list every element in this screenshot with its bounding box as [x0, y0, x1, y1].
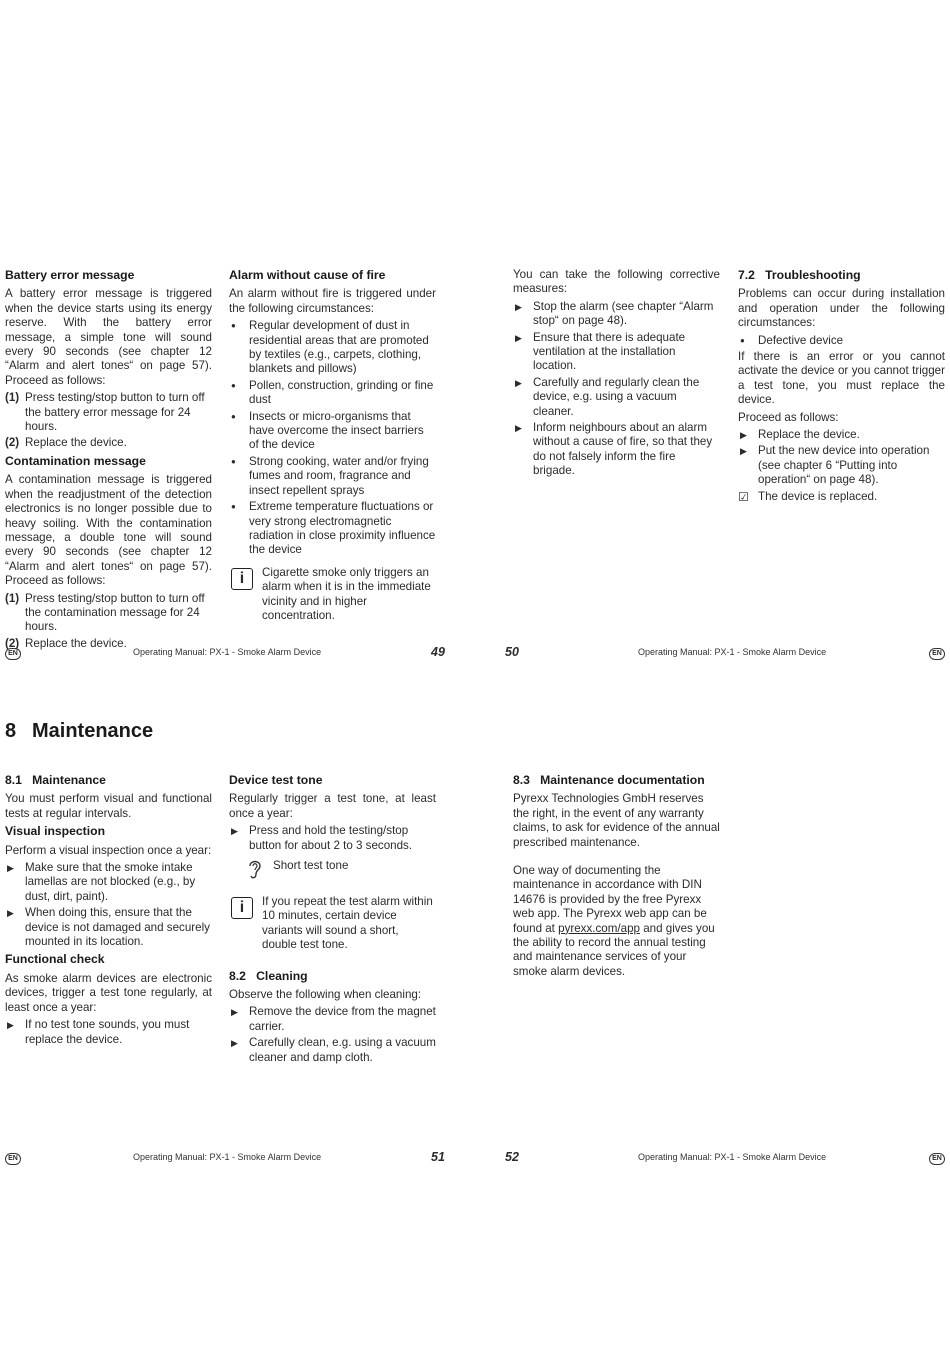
step-number: (1)	[5, 391, 20, 405]
footer-title: Operating Manual: PX-1 - Smoke Alarm Device	[638, 647, 827, 657]
tone-indicator	[229, 859, 436, 885]
chapter-name: Maintenance	[32, 720, 154, 742]
step-text: Press testing/stop button to turn off the contamination message for 24 hours.	[25, 591, 205, 634]
language-badge-icon: EN	[929, 648, 945, 660]
ear-icon	[247, 857, 263, 883]
page-number: 50	[505, 645, 519, 659]
visual-intro: Perform a visual inspection once a year:	[5, 843, 212, 857]
step-text: Replace the device.	[25, 436, 127, 450]
step-text: Press testing/stop button to turn off the battery error message for 24 hours.	[25, 391, 205, 434]
contamination-heading: Contamination message	[5, 453, 146, 468]
language-badge-icon: EN	[5, 1153, 21, 1165]
footer-title: Operating Manual: PX-1 - Smoke Alarm Device	[638, 1152, 827, 1162]
info-icon: i	[231, 568, 253, 590]
text-part: One way of documenting the maintenance in accordance with DIN 14676 is provided by the free Pyrexx web app. The Pyrexx web app can be found at	[513, 864, 707, 935]
section-number: 8.3	[513, 773, 530, 787]
corrective-item: ▶ Stop the alarm (see chapter “Alarm stop“ on page 48).	[513, 300, 720, 329]
page49-col-left	[5, 268, 212, 653]
visual-item: ▶ When doing this, ensure that the device is not damaged and securely mounted in its location.	[5, 906, 212, 949]
step-text: Replace the device.	[25, 636, 127, 650]
contamination-step-1	[5, 592, 212, 635]
section-title: Maintenance documentation	[540, 773, 705, 787]
info-text: If you repeat the test alarm within 10 minutes, certain device variants will sound a short, double test tone.	[262, 895, 433, 952]
documentation-text-1: Pyrexx Technologies GmbH reserves the right, in the event of any warranty claims, to ask for evidence of the annual prescribed maintenance.	[513, 792, 720, 849]
maintenance-text: You must perform visual and functional tests at regular intervals.	[5, 792, 212, 820]
step-number: (2)	[5, 436, 20, 450]
functional-item: ▶ If no test tone sounds, you must replace the device.	[5, 1018, 212, 1047]
checkbox-checked-icon: ☑	[738, 489, 749, 504]
section-title: Cleaning	[256, 968, 308, 983]
page51-col-right	[229, 773, 436, 1067]
cleaning-heading	[229, 969, 436, 983]
visual-heading: Visual inspection	[5, 824, 106, 839]
troubleshooting-result	[738, 490, 945, 504]
alarm-bullet: ● Extreme temperature fluctuations or very strong electromagnetic radiation in close proximity influence the device	[229, 500, 436, 558]
page50-col-right	[738, 268, 945, 506]
cleaning-intro: Observe the following when cleaning:	[229, 988, 422, 1002]
language-badge-icon: EN	[5, 648, 21, 660]
contamination-text: A contamination message is triggered when the readjustment of the detection electronics is no longer possible due to heavy soiling. With the contamination message, a double tone will sound every 90 seconds (see chapter 12 “Alarm and alert tones“ on page 57). Proceed as follows:	[5, 473, 212, 588]
testtone-intro: Regularly trigger a test tone, at least once a year:	[229, 792, 436, 820]
battery-heading: Battery error message	[5, 268, 135, 282]
corrective-item: ▶ Ensure that there is adequate ventilation at the installation location.	[513, 331, 720, 374]
alarm-bullet: ● Strong cooking, water and/or frying fumes and room, fragrance and insect repellent sprays	[229, 455, 436, 498]
alarm-bullet: ● Regular development of dust in residential areas that are promoted by textiles (e.g., carpets, clothing, blankets and pillows)	[229, 319, 436, 377]
step-number: (1)	[5, 591, 20, 605]
page-number: 49	[431, 645, 445, 659]
page50-col-left	[513, 268, 720, 481]
web-app-link[interactable]: pyrexx.com/app	[558, 921, 640, 935]
troubleshooting-text: If there is an error or you cannot activate the device or you cannot trigger a test tone, you must replace the device.	[738, 350, 945, 407]
info-icon: i	[231, 897, 253, 919]
chapter-number: 8	[5, 720, 17, 742]
testtone-heading: Device test tone	[229, 773, 323, 787]
page-number: 51	[431, 1150, 445, 1164]
troubleshooting-heading	[738, 268, 945, 282]
info-text: Cigarette smoke only triggers an alarm when it is in the immediate vicinity and in higher concentration.	[262, 565, 431, 622]
language-badge-icon: EN	[929, 1153, 945, 1165]
troubleshooting-item: ▶ Put the new device into operation (see chapter 6 “Putting into operation“ on page 48).	[738, 444, 945, 487]
troubleshooting-intro: Problems can occur during installation and operation under the following circumstances:	[738, 287, 945, 330]
alarm-bullet: ● Insects or micro-organisms that have overcome the insect barriers of the device	[229, 410, 436, 453]
documentation-text-2	[513, 864, 720, 979]
tone-text: Short test tone	[273, 859, 349, 873]
alarm-heading: Alarm without cause of fire	[229, 268, 386, 282]
cleaning-item: ▶ Carefully clean, e.g. using a vacuum cleaner and damp cloth.	[229, 1036, 436, 1065]
corrective-item: ▶ Carefully and regularly clean the device, e.g. using a vacuum cleaner.	[513, 376, 720, 419]
section-title: Maintenance	[32, 773, 106, 787]
functional-intro: As smoke alarm devices are electronic devices, trigger a test tone regularly, at least once a year:	[5, 971, 212, 1014]
visual-item: ▶ Make sure that the smoke intake lamellas are not blocked (e.g., by dust, dirt, paint).	[5, 861, 212, 904]
footer-title: Operating Manual: PX-1 - Smoke Alarm Device	[133, 1152, 322, 1162]
page49-col-right	[229, 268, 436, 623]
alarm-intro: An alarm without fire is triggered under the following circumstances:	[229, 287, 436, 315]
maintenance-heading	[5, 773, 212, 787]
functional-heading: Functional check	[5, 952, 105, 967]
battery-text: A battery error message is triggered when the device starts using its energy reserve. With the battery error message, a simple tone will sound every 90 seconds (see chapter 12 “Alarm and alert tones“ on page 57). Proceed as follows:	[5, 287, 212, 387]
testtone-item: ▶ Press and hold the testing/stop button for about 2 to 3 seconds.	[229, 824, 436, 853]
page-number: 52	[505, 1150, 519, 1164]
section-number: 8.2	[229, 968, 246, 983]
section-number: 8.1	[5, 773, 22, 787]
result-text: The device is replaced.	[758, 489, 878, 503]
documentation-heading	[513, 773, 720, 787]
page52-col-left	[513, 773, 720, 982]
alarm-bullet: ● Pollen, construction, grinding or fine dust	[229, 379, 436, 408]
footer-title: Operating Manual: PX-1 - Smoke Alarm Device	[133, 647, 322, 657]
troubleshooting-item: ▶ Replace the device.	[738, 428, 945, 442]
cleaning-item: ▶ Remove the device from the magnet carrier.	[229, 1005, 436, 1034]
info-note	[229, 895, 436, 953]
info-note	[229, 566, 436, 624]
corrective-intro: You can take the following corrective measures:	[513, 268, 720, 296]
section-title: Troubleshooting	[765, 268, 861, 282]
corrective-item: ▶ Inform neighbours about an alarm without a cause of fire, so that they do not falsely inform the fire brigade.	[513, 421, 720, 479]
troubleshooting-bullet: ● Defective device	[738, 334, 945, 348]
chapter-title	[5, 720, 153, 743]
step-number: (2)	[5, 636, 20, 650]
section-number: 7.2	[738, 268, 755, 282]
text-part: and gives you the ability to record the annual testing and maintenance services of your smoke alarm devices.	[513, 921, 715, 978]
battery-step-1	[5, 391, 212, 434]
battery-step-2	[5, 436, 212, 450]
page51-col-left	[5, 773, 212, 1049]
troubleshooting-proceed: Proceed as follows:	[738, 410, 839, 424]
